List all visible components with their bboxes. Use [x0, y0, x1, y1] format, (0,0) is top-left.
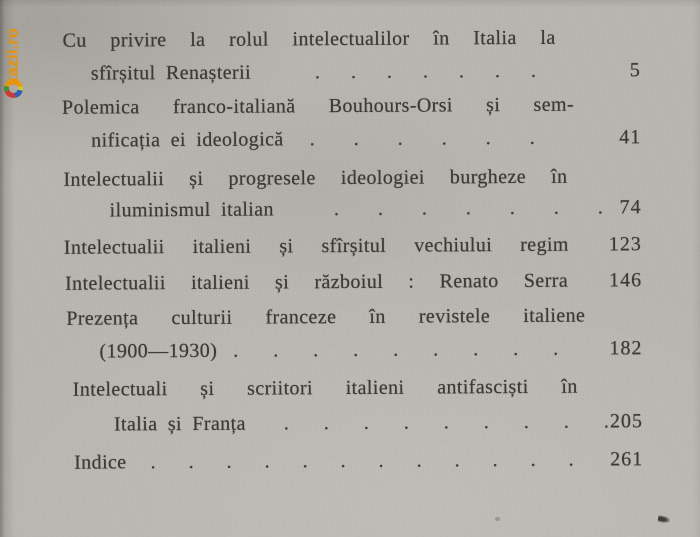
toc-entry-6-line-2 [99, 335, 642, 364]
toc-entry-1-line-1 [63, 25, 556, 54]
leader-dots: . . . . . . . . . [233, 337, 559, 362]
toc-entry-2-line-2 [91, 124, 641, 153]
page-number: 41 [619, 126, 642, 149]
toc-entry-3-line-1 [63, 164, 567, 193]
toc-entry-5-line-1 [65, 267, 642, 297]
toc-line-text: Intelectualii italieni și războiul : Renato Serra [65, 269, 569, 295]
toc-entry-3-line-2 [110, 194, 642, 223]
page-number: 182 [609, 337, 643, 360]
page-number: 205 [609, 410, 644, 433]
toc-line-text: Intelectualii și progresele ideologiei burgheze în [63, 165, 568, 191]
toc-line-text: iluminismul italian [109, 198, 274, 222]
toc-line-text: nificația ei ideologică [91, 128, 284, 152]
leader-dots: . . . . . . . [314, 59, 537, 84]
toc-line-text: Intelectualii italieni și sfîrșitul vechiului regim [63, 233, 569, 259]
toc-line-text: Cu privire la rolul intelectualilor în Italia la [62, 26, 556, 52]
toc-entry-7-line-2 [114, 408, 643, 437]
page-number: 261 [610, 448, 644, 471]
leader-dots: . . . . . . [309, 126, 535, 151]
toc-entry-4-line-1 [64, 231, 642, 261]
toc-line-text: Prezența culturii franceze în revistele italiene [66, 304, 586, 330]
ink-speck-faint [495, 517, 500, 521]
toc-line-text: Polemica franco-italiană Bouhours-Orsi și sem- [61, 93, 575, 119]
leader-dots: . . . . . . . [333, 196, 603, 221]
page-number: 123 [608, 233, 642, 256]
toc-entry-2-line-1 [62, 92, 574, 121]
leader-dots: . . . . . . . . . . . . [150, 448, 574, 474]
toc-line-text: Indice [74, 451, 127, 474]
watermark-text: kazii.ro [4, 27, 22, 86]
toc-line-text: (1900—1930) [99, 339, 218, 363]
toc-line-text: Intelectuali și scriitori italieni antifasciști în [72, 375, 578, 401]
page-number: 5 [629, 59, 641, 82]
toc-line-text: Italia și Franța [113, 412, 246, 436]
toc-entry-1-line-2 [91, 57, 641, 86]
page-number: 74 [619, 196, 642, 219]
leader-dots: . . . . . . . . . [283, 410, 609, 435]
toc-line-text: sfîrșitul Renașterii [90, 61, 252, 85]
toc-entry-8-line-1 [74, 446, 643, 475]
toc-entry-6-line-1 [66, 303, 585, 332]
page-number: 146 [609, 269, 643, 292]
toc-entry-7-line-1 [73, 374, 578, 403]
